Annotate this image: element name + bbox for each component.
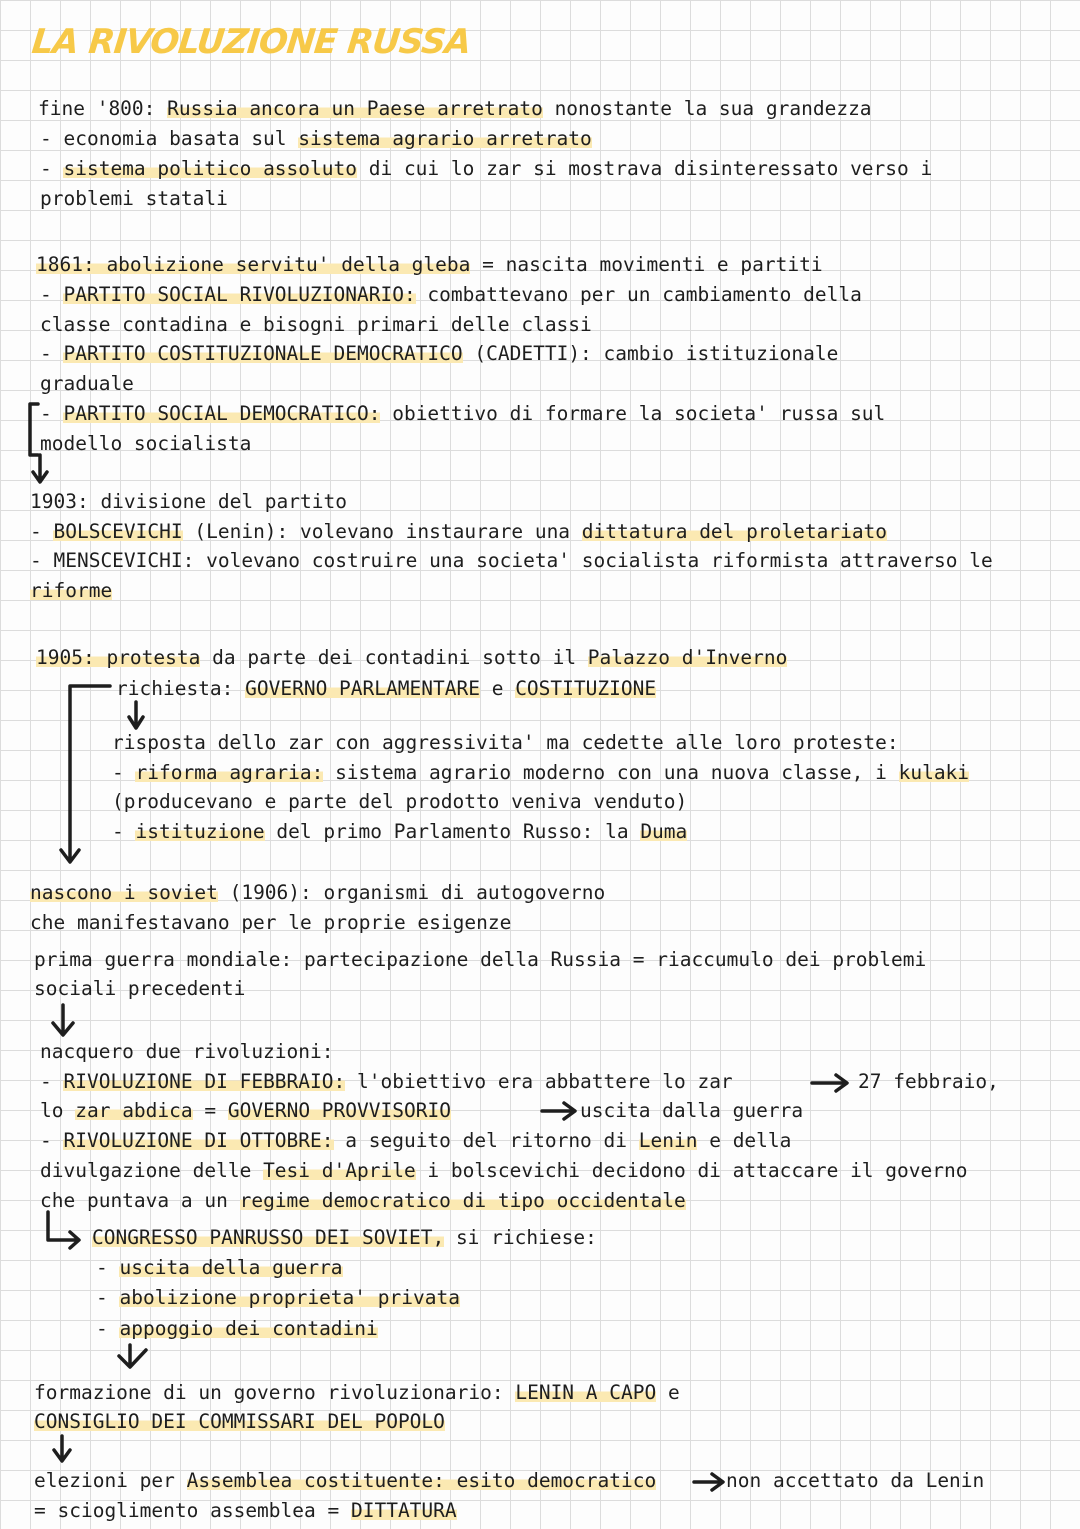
note-text: che manifestavano per le proprie esigenze xyxy=(30,911,512,934)
right-arrow xyxy=(542,1103,575,1119)
note-text: problemi statali xyxy=(40,187,228,210)
highlighted-text: riforma agraria: xyxy=(135,761,324,784)
note-text: (producevano e parte del prodotto veniva venduto) xyxy=(112,790,688,813)
note-text: - xyxy=(40,283,64,306)
down-arrow xyxy=(129,702,143,728)
highlighted-text: Lenin xyxy=(638,1129,698,1152)
note-text: richiesta: xyxy=(116,677,246,700)
note-text: (CADETTI): cambio istituzionale xyxy=(462,342,839,365)
note-text: - xyxy=(30,520,54,543)
note-text: a seguito del ritorno di xyxy=(333,1129,639,1152)
highlighted-text: LENIN A CAPO xyxy=(515,1381,657,1404)
note-text: - xyxy=(40,402,64,425)
note-text: sistema agrario moderno con una nuova classe, i xyxy=(323,761,899,784)
bracket-arrow xyxy=(61,686,110,862)
note-text: = scioglimento assemblea = xyxy=(34,1499,351,1522)
note-text: e xyxy=(479,677,516,700)
down-arrow xyxy=(119,1345,146,1367)
note-text: - xyxy=(96,1256,120,1279)
note-text: risposta dello zar con aggressivita' ma cedette alle loro proteste: xyxy=(112,731,899,754)
note-text: prima guerra mondiale: partecipazione della Russia = riaccumulo dei problemi xyxy=(34,948,927,971)
note-text: non accettato da Lenin xyxy=(726,1469,985,1492)
note-text: - xyxy=(112,761,136,784)
note-text: elezioni per xyxy=(34,1469,187,1492)
highlighted-text: PARTITO SOCIAL DEMOCRATICO: xyxy=(63,402,381,425)
highlighted-text: sistema agrario arretrato xyxy=(298,127,592,150)
highlighted-text: COSTITUZIONE xyxy=(515,677,657,700)
highlighted-text: sistema politico assoluto xyxy=(63,157,357,180)
highlighted-text: 1905: xyxy=(36,646,107,669)
note-text: e xyxy=(656,1381,680,1404)
down-arrow xyxy=(33,455,47,482)
highlighted-text: PARTITO SOCIAL RIVOLUZIONARIO: xyxy=(63,283,416,306)
hook-arrow xyxy=(48,1212,79,1248)
note-text: e della xyxy=(697,1129,792,1152)
note-text: - economia basata sul xyxy=(40,127,299,150)
down-arrow xyxy=(54,1436,70,1461)
note-text: si richiese: xyxy=(444,1226,597,1249)
highlighted-text: nascono i soviet xyxy=(30,881,218,904)
note-text: modello socialista xyxy=(40,432,252,455)
highlighted-text: zar abdica xyxy=(75,1099,193,1122)
bracket-arrow xyxy=(30,404,38,455)
note-text: che puntava a un xyxy=(40,1189,240,1212)
note-text: - xyxy=(96,1317,120,1340)
note-text: divulgazione delle xyxy=(40,1159,264,1182)
note-text: i bolscevichi decidono di attaccare il governo xyxy=(415,1159,968,1182)
highlighted-text: dittatura del proletariato xyxy=(581,520,888,543)
note-text: nacquero due rivoluzioni: xyxy=(40,1040,334,1063)
highlighted-text: abolizione proprieta' privata xyxy=(119,1286,460,1309)
highlighted-text: DITTATURA xyxy=(350,1499,457,1522)
highlighted-text: Russia ancora un Paese arretrato xyxy=(167,97,543,120)
note-text: lo xyxy=(40,1099,76,1122)
highlighted-text: CONGRESSO PANRUSSO DEI SOVIET, xyxy=(92,1226,445,1249)
note-text: classe contadina e bisogni primari delle classi xyxy=(40,313,592,336)
note-text: formazione di un governo rivoluzionario: xyxy=(34,1381,516,1404)
note-text: graduale xyxy=(40,372,134,395)
note-text: = nascita movimenti e partiti xyxy=(470,253,823,276)
highlighted-text: PARTITO COSTITUZIONALE DEMOCRATICO xyxy=(63,342,463,365)
highlighted-text: BOLSCEVICHI xyxy=(53,520,183,543)
note-text: - xyxy=(40,1129,64,1152)
note-text: - MENSCEVICHI: volevano costruire una societa' socialista riformista attraverso le xyxy=(30,549,993,572)
note-text: da parte dei contadini sotto il xyxy=(200,646,588,669)
highlighted-text: GOVERNO PROVVISORIO xyxy=(227,1099,451,1122)
note-text: - xyxy=(40,342,64,365)
note-text: di cui lo zar si mostrava disinteressato verso i xyxy=(356,157,933,180)
highlighted-text: appoggio dei contadini xyxy=(119,1317,378,1340)
note-text: combattevano per un cambiamento della xyxy=(415,283,862,306)
down-arrow xyxy=(53,1005,73,1035)
highlighted-text: regime democratico di tipo occidentale xyxy=(239,1189,686,1212)
highlighted-text: Palazzo d'Inverno xyxy=(587,646,788,669)
note-text: (1906): organismi di autogoverno xyxy=(217,881,606,904)
highlighted-text: riforme xyxy=(30,579,113,602)
highlighted-text: 1861: abolizione servitu' della gleba xyxy=(36,253,471,276)
highlighted-text: istituzione xyxy=(135,820,265,843)
highlighted-text: Assemblea costituente: esito democratico xyxy=(186,1469,657,1492)
right-arrow xyxy=(694,1474,723,1490)
note-text: - xyxy=(40,157,64,180)
note-text: - xyxy=(40,1070,64,1093)
note-text: - xyxy=(96,1286,120,1309)
right-arrow xyxy=(812,1075,847,1091)
note-text: nonostante la sua grandezza xyxy=(542,97,872,120)
highlighted-text: RIVOLUZIONE DI OTTOBRE: xyxy=(63,1129,334,1152)
highlighted-text: CONSIGLIO DEI COMMISSARI DEL POPOLO xyxy=(34,1410,445,1433)
note-text: l'obiettivo era abbattere lo zar xyxy=(345,1070,733,1093)
highlighted-text: Tesi d'Aprile xyxy=(263,1159,416,1182)
highlighted-text: Duma xyxy=(640,820,688,843)
highlighted-text: GOVERNO PARLAMENTARE xyxy=(245,677,480,700)
note-text: sociali precedenti xyxy=(34,977,246,1000)
highlighted-text: uscita della guerra xyxy=(119,1256,343,1279)
note-text: - xyxy=(112,820,136,843)
highlighted-text: RIVOLUZIONE DI FEBBRAIO: xyxy=(63,1070,346,1093)
note-text: uscita dalla guerra xyxy=(580,1099,804,1122)
note-text: fine '800: xyxy=(38,97,168,120)
note-text: (Lenin): volevano instaurare una xyxy=(182,520,582,543)
note-text: obiettivo di formare la societa' russa sul xyxy=(380,402,886,425)
note-text: del primo Parlamento Russo: la xyxy=(264,820,641,843)
highlighted-text: kulaki xyxy=(898,761,970,784)
page-title: LA RIVOLUZIONE RUSSA xyxy=(29,22,473,62)
note-text: 1903: divisione del partito xyxy=(30,490,347,513)
highlighted-text: protesta xyxy=(106,646,201,669)
note-text: = xyxy=(192,1099,228,1122)
note-text: 27 febbraio, xyxy=(858,1070,999,1093)
